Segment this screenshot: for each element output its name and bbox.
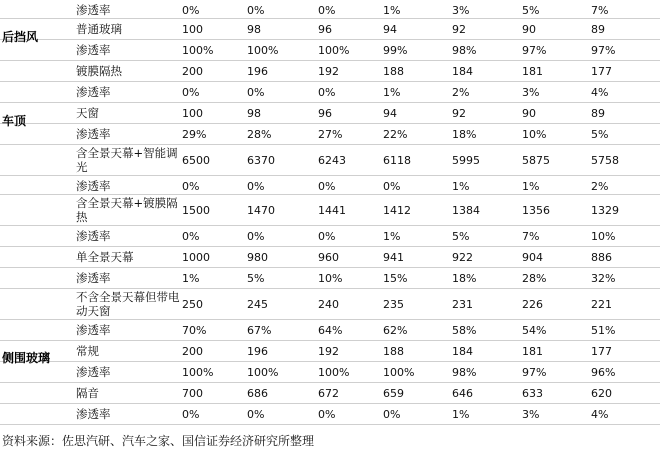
table-cell: 3%: [452, 4, 470, 17]
table-cell: 6243: [318, 154, 346, 167]
table-cell: 0%: [182, 408, 200, 421]
table-row: [0, 40, 660, 61]
table-cell: 181: [522, 65, 543, 78]
table-cell: 1500: [182, 204, 210, 217]
table-row: [0, 226, 660, 247]
table-cell: 240: [318, 298, 339, 311]
table-cell: 100%: [182, 366, 214, 379]
row-label: 常规: [76, 344, 99, 358]
table-cell: 96%: [591, 366, 616, 379]
row-label: 渗透率: [76, 229, 111, 243]
table-cell: 0%: [247, 408, 265, 421]
table-cell: 2%: [591, 180, 609, 193]
table-cell: 226: [522, 298, 543, 311]
table-cell: 0%: [247, 86, 265, 99]
table-cell: 51%: [591, 324, 616, 337]
table-cell: 3%: [522, 86, 540, 99]
table-cell: 904: [522, 251, 543, 264]
table-cell: 2%: [452, 86, 470, 99]
table-cell: 0%: [383, 408, 401, 421]
table-cell: 98%: [452, 44, 477, 57]
table-cell: 97%: [591, 44, 616, 57]
table-cell: 184: [452, 65, 473, 78]
table-cell: 62%: [383, 324, 408, 337]
row-label: 普通玻璃: [76, 22, 122, 36]
table-cell: 192: [318, 345, 339, 358]
table-cell: 100%: [182, 44, 214, 57]
table-cell: 98%: [452, 366, 477, 379]
table-row: [0, 103, 660, 124]
table-cell: 96: [318, 23, 332, 36]
table-cell: 100%: [247, 44, 279, 57]
table-cell: 245: [247, 298, 268, 311]
table-row: [0, 0, 660, 19]
table-cell: 188: [383, 345, 404, 358]
row-label: 渗透率: [76, 365, 111, 379]
table-row: [0, 145, 660, 176]
table-cell: 98: [247, 23, 261, 36]
table-cell: 196: [247, 65, 268, 78]
group-label: 车顶: [2, 114, 27, 128]
table-cell: 200: [182, 65, 203, 78]
row-label: 渗透率: [76, 271, 111, 285]
row-label: 渗透率: [76, 407, 111, 421]
table-cell: 188: [383, 65, 404, 78]
row-label: 不含全景天幕但带电动天窗: [76, 290, 180, 318]
row-label: 渗透率: [76, 179, 111, 193]
table-cell: 1441: [318, 204, 346, 217]
table-cell: 5875: [522, 154, 550, 167]
table-cell: 18%: [452, 128, 477, 141]
table-cell: 28%: [522, 272, 547, 285]
group-label: 侧围玻璃: [2, 351, 51, 365]
row-label: 渗透率: [76, 85, 111, 99]
table-cell: 92: [452, 23, 466, 36]
table-cell: 10%: [591, 230, 616, 243]
table-cell: 177: [591, 65, 612, 78]
table-cell: 0%: [318, 408, 336, 421]
table-cell: 100%: [318, 366, 350, 379]
table-row: [0, 61, 660, 82]
table-cell: 0%: [318, 180, 336, 193]
table-cell: 5%: [591, 128, 609, 141]
table-cell: 221: [591, 298, 612, 311]
table-cell: 5%: [452, 230, 470, 243]
table-cell: 177: [591, 345, 612, 358]
table-cell: 1%: [452, 408, 470, 421]
table-cell: 97%: [522, 366, 547, 379]
table-cell: 1%: [383, 4, 401, 17]
table-cell: 1%: [383, 86, 401, 99]
table-cell: 1%: [182, 272, 200, 285]
row-label: 隔音: [76, 386, 99, 400]
table-cell: 94: [383, 23, 397, 36]
table-cell: 0%: [247, 180, 265, 193]
table-cell: 192: [318, 65, 339, 78]
table-cell: 100: [182, 107, 203, 120]
table-cell: 70%: [182, 324, 207, 337]
table-cell: 100%: [383, 366, 415, 379]
table-cell: 0%: [247, 230, 265, 243]
table-cell: 90: [522, 107, 536, 120]
table-cell: 98: [247, 107, 261, 120]
table-cell: 672: [318, 387, 339, 400]
table-cell: 100%: [318, 44, 350, 57]
table-cell: 3%: [522, 408, 540, 421]
table-cell: 200: [182, 345, 203, 358]
row-label: 含全景天幕+智能调光: [76, 146, 178, 174]
table-cell: 620: [591, 387, 612, 400]
table-cell: 960: [318, 251, 339, 264]
table-cell: 92: [452, 107, 466, 120]
table-cell: 27%: [318, 128, 343, 141]
table-row: [0, 268, 660, 289]
table-cell: 0%: [383, 180, 401, 193]
table-cell: 0%: [182, 86, 200, 99]
table-cell: 4%: [591, 408, 609, 421]
table-cell: 1329: [591, 204, 619, 217]
table-cell: 1%: [452, 180, 470, 193]
table-cell: 58%: [452, 324, 477, 337]
table-cell: 32%: [591, 272, 616, 285]
table-cell: 54%: [522, 324, 547, 337]
table-cell: 0%: [318, 4, 336, 17]
table-cell: 6118: [383, 154, 411, 167]
table-cell: 196: [247, 345, 268, 358]
table-cell: 96: [318, 107, 332, 120]
table-cell: 250: [182, 298, 203, 311]
table-cell: 90: [522, 23, 536, 36]
table-cell: 4%: [591, 86, 609, 99]
table-cell: 184: [452, 345, 473, 358]
table-cell: 5995: [452, 154, 480, 167]
table-cell: 5%: [522, 4, 540, 17]
table-cell: 18%: [452, 272, 477, 285]
table-cell: 6370: [247, 154, 275, 167]
table-cell: 1000: [182, 251, 210, 264]
table-cell: 99%: [383, 44, 408, 57]
table-cell: 1%: [383, 230, 401, 243]
table-cell: 6500: [182, 154, 210, 167]
table-cell: 922: [452, 251, 473, 264]
table-cell: 0%: [182, 180, 200, 193]
table-cell: 10%: [318, 272, 343, 285]
table-cell: 886: [591, 251, 612, 264]
table-cell: 700: [182, 387, 203, 400]
table-cell: 0%: [182, 4, 200, 17]
table-cell: 0%: [318, 230, 336, 243]
table-cell: 686: [247, 387, 268, 400]
table-cell: 5%: [247, 272, 265, 285]
table-cell: 10%: [522, 128, 547, 141]
table-row: [0, 362, 660, 383]
table-cell: 1356: [522, 204, 550, 217]
table-cell: 7%: [591, 4, 609, 17]
table-cell: 97%: [522, 44, 547, 57]
row-label: 渗透率: [76, 3, 111, 17]
table-row: [0, 19, 660, 40]
table-cell: 633: [522, 387, 543, 400]
source-note: 资料来源：佐思汽研、汽车之家、国信证券经济研究所整理: [2, 434, 315, 448]
table-cell: 89: [591, 107, 605, 120]
table-row: [0, 195, 660, 226]
table-cell: 980: [247, 251, 268, 264]
table-cell: 100%: [247, 366, 279, 379]
table-cell: 89: [591, 23, 605, 36]
table-cell: 0%: [182, 230, 200, 243]
group-label: 后挡风: [2, 30, 39, 44]
table-cell: 94: [383, 107, 397, 120]
row-label: 渗透率: [76, 323, 111, 337]
table-cell: 67%: [247, 324, 272, 337]
table-cell: 15%: [383, 272, 408, 285]
row-label: 单全景天幕: [76, 250, 134, 264]
table-cell: 64%: [318, 324, 343, 337]
table-cell: 1%: [522, 180, 540, 193]
table-cell: 659: [383, 387, 404, 400]
table-row: [0, 176, 660, 195]
table-row: [0, 383, 660, 404]
table-cell: 22%: [383, 128, 408, 141]
row-label: 渗透率: [76, 127, 111, 141]
table-row: [0, 289, 660, 320]
row-label: 含全景天幕+镀膜隔热: [76, 196, 178, 224]
table-cell: 235: [383, 298, 404, 311]
table-cell: 231: [452, 298, 473, 311]
table-cell: 941: [383, 251, 404, 264]
table-row: [0, 320, 660, 341]
table-cell: 5758: [591, 154, 619, 167]
table-row: [0, 341, 660, 362]
table-cell: 1412: [383, 204, 411, 217]
table-cell: 0%: [247, 4, 265, 17]
table-cell: 1384: [452, 204, 480, 217]
table-row: [0, 404, 660, 425]
row-label: 渗透率: [76, 43, 111, 57]
table-cell: 646: [452, 387, 473, 400]
table-cell: 100: [182, 23, 203, 36]
table-row: [0, 82, 660, 103]
table-cell: 7%: [522, 230, 540, 243]
row-label: 天窗: [76, 106, 99, 120]
table-cell: 1470: [247, 204, 275, 217]
table-cell: 181: [522, 345, 543, 358]
table-cell: 28%: [247, 128, 272, 141]
row-label: 镀膜隔热: [76, 64, 122, 78]
table-cell: 29%: [182, 128, 207, 141]
table-row: [0, 247, 660, 268]
table-cell: 0%: [318, 86, 336, 99]
table-row: [0, 124, 660, 145]
